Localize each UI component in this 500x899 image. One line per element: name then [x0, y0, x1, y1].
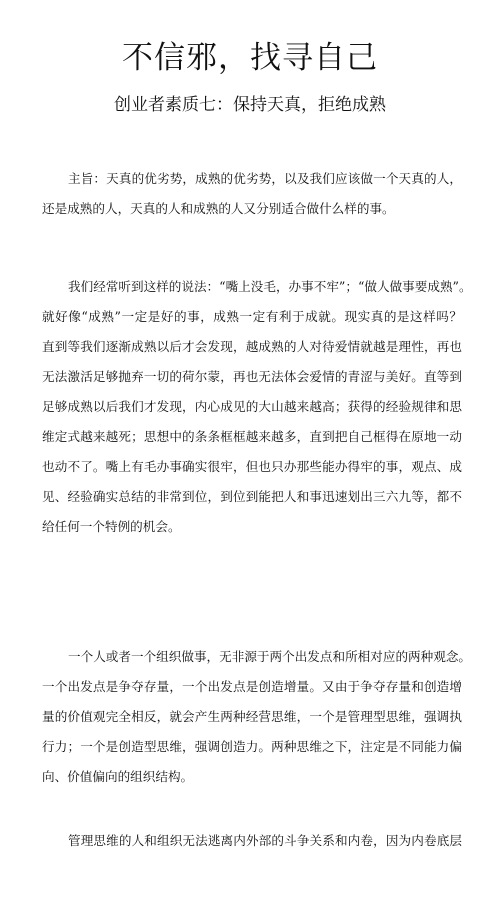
paragraph-line: 主旨：天真的优劣势，成熟的优劣势，以及我们应该做一个天真的人， [68, 171, 462, 186]
paragraph-line: 就好像“成熟”一定是好的事，成熟一定有利于成就。现实真的是这样吗？ [42, 309, 462, 324]
paragraph-line: 行力；一个是创造型思维，强调创造力。两种思维之下，注定是不同能力偏 [42, 739, 462, 754]
paragraph-maturity [42, 272, 472, 542]
paragraph-line: 给任何一个特例的机会。 [42, 519, 181, 534]
paragraph-line: 见、经验确实总结的非常到位，到位到能把人和事迅速划出三六九等，都不 [42, 489, 462, 504]
paragraph-summary [42, 164, 462, 224]
paragraph-line: 一个出发点是争夺存量，一个出发点是创造增量。又由于争夺存量和创造增 [42, 679, 462, 694]
paragraph-line: 也动不了。嘴上有毛办事确实很牢，但也只办那些能办得牢的事，观点、成 [42, 459, 462, 474]
paragraph-line: 一个人或者一个组织做事，无非源于两个出发点和所相对应的两种观念。 [68, 649, 471, 664]
paragraph-two-mindsets [42, 642, 471, 792]
document-subtitle: 创业者素质七：保持天真，拒绝成熟 [114, 95, 386, 115]
paragraph-line: 向、价值偏向的组织结构。 [42, 769, 194, 784]
paragraph-line: 还是成熟的人，天真的人和成熟的人又分别适合做什么样的事。 [42, 201, 395, 216]
paragraph-line: 我们经常听到这样的说法：“嘴上没毛，办事不牢”；“做人做事要成熟”。 [68, 279, 472, 294]
paragraph-line: 直到等我们逐渐成熟以后才会发现，越成熟的人对待爱情就越是理性，再也 [42, 339, 462, 354]
document-title: 不信邪，找寻自己 [122, 40, 378, 76]
paragraph-line: 管理思维的人和组织无法逃离内外部的斗争关系和内卷，因为内卷底层 [68, 833, 462, 848]
paragraph-line: 无法激活足够抛弃一切的荷尔蒙，再也无法体会爱情的青涩与美好。直等到 [42, 369, 462, 384]
paragraph-line: 足够成熟以后我们才发现，内心成见的大山越来越高；获得的经验规律和思 [42, 399, 462, 414]
paragraph-management-thinking [42, 826, 462, 856]
paragraph-line: 量的价值观完全相反，就会产生两种经营思维，一个是管理型思维，强调执 [42, 709, 462, 724]
paragraph-line: 维定式越来越死；思想中的条条框框越来越多，直到把自己框得在原地一动 [42, 429, 462, 444]
